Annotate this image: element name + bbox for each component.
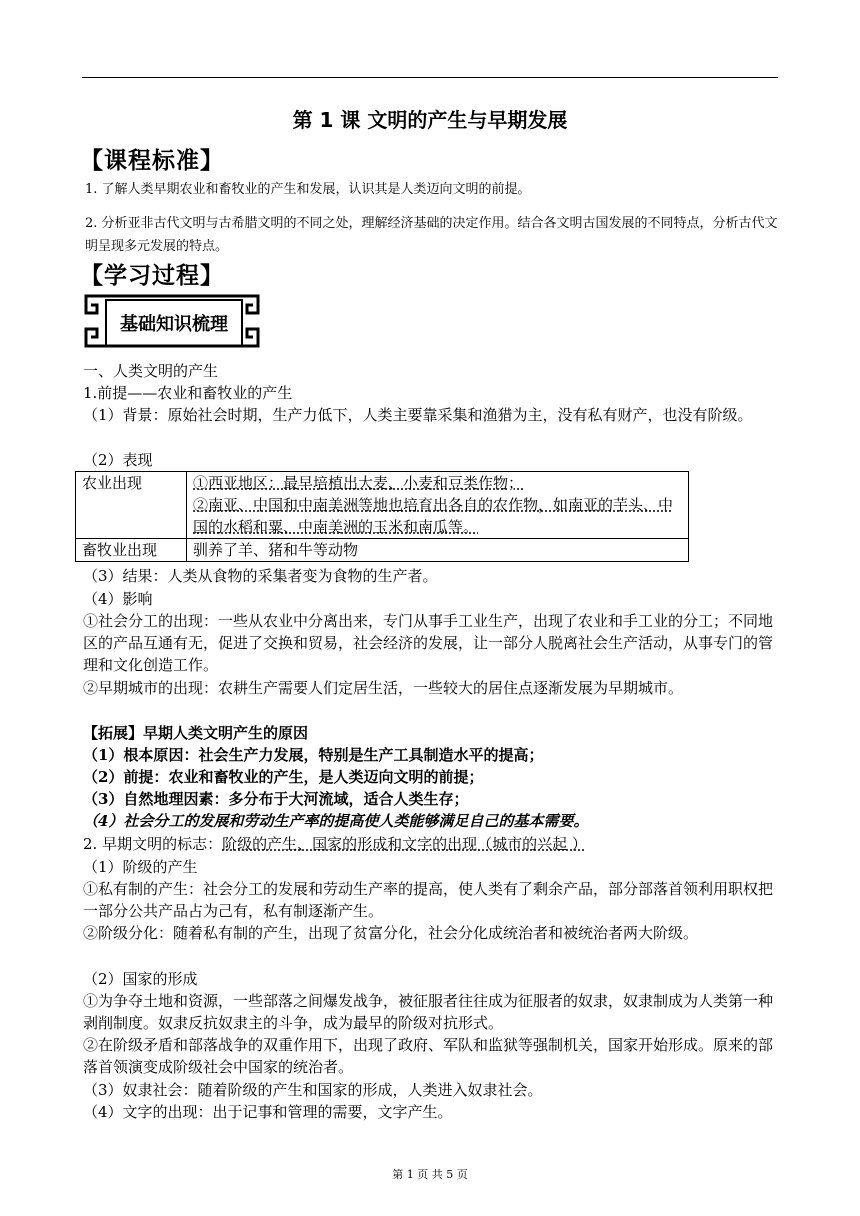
paragraph-slave-society: （3）奴隶社会：随着阶级的产生和国家的形成，人类进入奴隶社会。 [83, 1081, 543, 1099]
table-key-agriculture: 农业出现 [76, 472, 187, 539]
agriculture-point-2: ②南亚、中国和中南美洲等地也培育出各自的农作物，如南亚的芋头、中国的水稻和粟、中南美洲的玉米和南瓜等。 [193, 496, 674, 536]
paragraph-cities: ②早期城市的出现：农耕生产需要人们定居生活，一些较大的居住点逐渐发展为早期城市。 [83, 679, 684, 697]
section-process: 【学习过程】 [80, 263, 224, 289]
section-standards: 【课程标准】 [80, 148, 224, 174]
table-value-husbandry: 驯养了羊、猪和牛等动物 [187, 539, 689, 562]
paragraph-division: ①社会分工的出现：一些从农业中分离出来，专门从事手工业生产，出现了农业和手工业的分工；不同地区的产品互通有无，促进了交换和贸易，社会经济的发展，让一部分人脱离社会生产活动，从事专门的管理和文化创造工作。 [83, 612, 774, 674]
page-title: 第 1 课 文明的产生与早期发展 [292, 108, 568, 132]
heading-class: （1）阶级的产生 [83, 858, 198, 876]
page-footer: 第 1 页 共 5 页 [392, 1168, 468, 1181]
signs-answer: 阶级的产生、国家的形成和文字的出现（城市的兴起 ） [222, 835, 587, 853]
paragraph-writing: （4）文字的出现：出于记事和管理的需要，文字产生。 [83, 1103, 453, 1121]
extension-item: （3）自然地理因素：多分布于大河流域，适合人类生存； [83, 790, 469, 808]
agriculture-point-1: ①西亚地区：最早培植出大麦、小麦和豆类作物； [193, 474, 524, 492]
paragraph-private-property: ①私有制的产生：社会分工的发展和劳动生产率的提高，使人类有了剩余产品，部分部落首领利用职权把一部分公共产品占为己有，私有制逐渐产生。 [83, 880, 774, 920]
table-key-husbandry: 畜牧业出现 [76, 539, 187, 562]
table-row [76, 539, 689, 562]
standard-1: 1. 了解人类早期农业和畜牧业的产生和发展，认识其是人类迈向文明的前提。 [85, 182, 531, 197]
table-row [76, 472, 689, 539]
extension-title: 【拓展】早期人类文明产生的原因 [83, 724, 309, 742]
header-rule [82, 77, 778, 78]
heading-1: 一、人类文明的产生 [83, 362, 219, 380]
paragraph-result: （3）结果：人类从食物的采集者变为食物的生产者。 [83, 567, 438, 585]
heading-1-1: 1.前提——农业和畜牧业的产生 [83, 384, 293, 402]
table-value-agriculture [187, 472, 689, 539]
extension-item: （1）根本原因：社会生产力发展，特别是生产工具制造水平的提高； [83, 746, 544, 764]
badge-label: 基础知识梳理 [105, 299, 243, 347]
badge-frame [83, 293, 261, 349]
paragraph-war: ①为争夺土地和资源，一些部落之间爆发战争，被征服者往往成为征服者的奴隶，奴隶制成为人类第一种剥削制度。奴隶反抗奴隶主的斗争，成为最早的阶级对抗形式。 [83, 992, 774, 1032]
paragraph-background: （1）背景：原始社会时期，生产力低下，人类主要靠采集和渔猎为主，没有私有财产，也没有阶级。 [83, 406, 753, 424]
paragraph-state-formation: ②在阶级矛盾和部落战争的双重作用下，出现了政府、军队和监狱等强制机关，国家开始形成。原来的部落首领演变成阶级社会中国家的统治者。 [83, 1036, 774, 1076]
heading-performance: （2）表现 [83, 451, 153, 469]
heading-civilization-signs [83, 833, 587, 854]
extension-item: （4）社会分工的发展和劳动生产率的提高使人类能够满足自己的基本需要。 [83, 812, 589, 830]
signs-label: 2. 早期文明的标志： [83, 835, 223, 853]
performance-table [75, 471, 689, 562]
heading-state: （2）国家的形成 [83, 970, 198, 988]
paragraph-class-division: ②阶级分化：随着私有制的产生，出现了贫富分化，社会分化成统治者和被统治者两大阶级。 [83, 924, 699, 942]
extension-item: （2）前提：农业和畜牧业的产生，是人类迈向文明的前提； [83, 768, 484, 786]
standard-2: 2. 分析亚非古代文明与古希腊文明的不同之处，理解经济基础的决定作用。结合各文明古国发展的不同特点，分析古代文明呈现多元发展的特点。 [85, 216, 778, 254]
heading-impact: （4）影响 [83, 590, 153, 608]
